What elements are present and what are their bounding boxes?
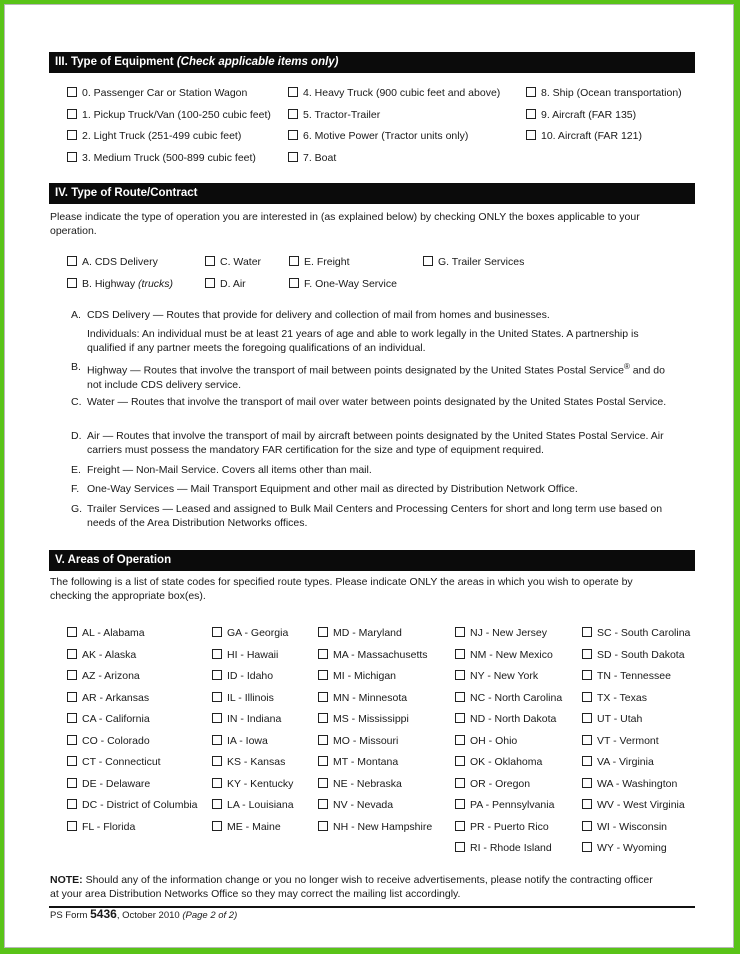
state-checkbox-label: MA - Massachusetts	[333, 648, 428, 661]
checkbox-icon[interactable]	[67, 130, 77, 140]
state-checkbox-label: ME - Maine	[227, 820, 281, 833]
checkbox-icon[interactable]	[212, 649, 222, 659]
checkbox-icon[interactable]	[526, 130, 536, 140]
route-option-4-label: E. Freight	[304, 256, 350, 268]
checkbox-icon[interactable]	[212, 821, 222, 831]
equipment-checkbox-10-label: 10. Aircraft (FAR 121)	[541, 130, 642, 142]
state-checkbox[interactable]	[212, 821, 281, 834]
definition-text: Highway — Routes that involve the transport of mail between points designated by the United States Postal Service® and do not include CDS delivery service.	[87, 362, 665, 391]
route-option-1[interactable]	[67, 278, 173, 291]
state-checkbox[interactable]	[67, 799, 198, 812]
equipment-checkbox-1[interactable]	[67, 109, 271, 122]
state-checkbox[interactable]	[582, 756, 654, 769]
definition-text: CDS Delivery — Routes that provide for delivery and collection of mail from homes and businesses.	[87, 309, 550, 321]
state-checkbox-label: IN - Indiana	[227, 713, 282, 725]
route-option-0[interactable]	[67, 256, 158, 269]
state-checkbox[interactable]	[212, 735, 268, 748]
equipment-checkbox-2-label: 2. Light Truck (251-499 cubic feet)	[82, 130, 242, 142]
checkbox-icon[interactable]	[67, 627, 77, 637]
equipment-checkbox-2[interactable]	[67, 130, 241, 143]
checkbox-icon[interactable]	[455, 799, 465, 809]
equipment-checkbox-8-label: 8. Ship (Ocean transportation)	[541, 87, 682, 99]
checkbox-icon[interactable]	[67, 152, 77, 162]
checkbox-icon[interactable]	[455, 627, 465, 637]
checkbox-icon[interactable]	[582, 842, 592, 852]
checkbox-icon[interactable]	[582, 821, 592, 831]
checkbox-icon[interactable]	[67, 713, 77, 723]
checkbox-icon[interactable]	[423, 256, 433, 266]
state-checkbox[interactable]	[455, 692, 562, 705]
checkbox-icon[interactable]	[455, 649, 465, 659]
equipment-checkbox-9-label: 9. Aircraft (FAR 135)	[541, 108, 637, 121]
state-checkbox-label: FL - Florida	[82, 820, 136, 833]
state-checkbox-label: SD - South Dakota	[597, 648, 685, 661]
equipment-checkbox-4-label: 4. Heavy Truck (900 cubic feet and above)	[303, 87, 501, 99]
checkbox-icon[interactable]	[212, 778, 222, 788]
definition-letter: F.	[71, 483, 80, 495]
state-checkbox-label: MD - Maryland	[333, 627, 402, 639]
route-option-2[interactable]	[205, 256, 261, 269]
route-option-6-label: G. Trailer Services	[438, 256, 525, 268]
checkbox-icon[interactable]	[318, 692, 328, 702]
definition-letter: G.	[71, 503, 83, 515]
state-checkbox[interactable]	[582, 692, 647, 705]
state-checkbox-label: WY - Wyoming	[597, 842, 667, 854]
section-4-header	[49, 183, 695, 204]
state-checkbox[interactable]	[582, 735, 659, 748]
checkbox-icon[interactable]	[67, 799, 77, 809]
state-checkbox[interactable]	[212, 778, 293, 791]
equipment-checkbox-0-label: 0. Passenger Car or Station Wagon	[82, 87, 248, 99]
state-checkbox-label: PR - Puerto Rico	[470, 820, 549, 833]
definition-text: Water — Routes that involve the transport of mail over water between points designated by the United States Postal Service.	[87, 396, 667, 408]
state-checkbox-label: PA - Pennsylvania	[470, 799, 555, 811]
state-checkbox-label: AR - Arkansas	[82, 691, 150, 704]
checkbox-icon[interactable]	[67, 256, 77, 266]
section-3-title-note: (Check applicable items only)	[176, 56, 339, 68]
equipment-checkbox-7[interactable]	[288, 152, 336, 165]
route-option-3-label: D. Air	[220, 278, 246, 290]
equipment-checkbox-0[interactable]	[67, 87, 247, 100]
state-checkbox[interactable]	[67, 735, 150, 748]
definition-text: Freight — Non-Mail Service. Covers all items other than mail.	[87, 464, 372, 476]
checkbox-icon[interactable]	[318, 670, 328, 680]
route-option-2-label: C. Water	[220, 256, 262, 268]
equipment-checkbox-7-label: 7. Boat	[303, 151, 337, 164]
state-checkbox[interactable]	[582, 627, 690, 640]
equipment-checkbox-5[interactable]	[288, 109, 380, 122]
definition-letter: B.	[71, 361, 81, 373]
state-checkbox[interactable]	[318, 756, 398, 769]
state-checkbox[interactable]	[67, 627, 145, 640]
section-4-intro: Please indicate the type of operation you are interested in (as explained below) by checking ONLY the boxes applicable to your operation.	[50, 211, 640, 237]
state-checkbox-label: MS - Mississippi	[333, 713, 409, 725]
state-checkbox-label: MT - Montana	[333, 756, 399, 768]
state-checkbox-label: VT - Vermont	[597, 734, 659, 747]
form-page	[4, 4, 734, 948]
checkbox-icon[interactable]	[67, 821, 77, 831]
state-checkbox-label: NE - Nebraska	[333, 777, 402, 790]
state-checkbox[interactable]	[582, 670, 671, 683]
state-checkbox-label: HI - Hawaii	[227, 648, 279, 661]
state-checkbox[interactable]	[455, 713, 556, 726]
checkbox-icon[interactable]	[318, 713, 328, 723]
state-checkbox-label: UT - Utah	[597, 713, 643, 725]
note-text: Should any of the information change or you no longer wish to receive advertisements, please notify the contracting officer at your area Distribution Networks Office so they may correct the mailing list accordingly.	[50, 874, 653, 900]
checkbox-icon[interactable]	[288, 130, 298, 140]
checkbox-icon[interactable]	[67, 735, 77, 745]
section-3-title: III. Type of Equipment	[55, 56, 174, 68]
form-page-number: (Page 2 of 2)	[182, 910, 238, 921]
state-checkbox[interactable]	[455, 799, 554, 812]
state-checkbox-label: DC - District of Columbia	[82, 799, 198, 811]
state-checkbox[interactable]	[318, 735, 398, 748]
checkbox-icon[interactable]	[582, 756, 592, 766]
state-checkbox-label: OR - Oregon	[470, 777, 531, 790]
state-checkbox-label: AZ - Arizona	[82, 670, 140, 682]
checkbox-icon[interactable]	[67, 87, 77, 97]
state-checkbox[interactable]	[582, 649, 685, 662]
state-checkbox[interactable]	[582, 778, 677, 791]
state-checkbox[interactable]	[67, 670, 140, 683]
state-checkbox[interactable]	[67, 821, 135, 834]
state-checkbox-label: KS - Kansas	[227, 756, 286, 768]
checkbox-icon[interactable]	[289, 256, 299, 266]
equipment-checkbox-6-label: 6. Motive Power (Tractor units only)	[303, 130, 469, 142]
checkbox-icon[interactable]	[582, 692, 592, 702]
state-checkbox-label: SC - South Carolina	[597, 627, 691, 639]
definition-text: Trailer Services — Leased and assigned to Bulk Mail Centers and Processing Centers for short and long term use based on needs of the Area Distribution Networks offices.	[87, 503, 663, 529]
checkbox-icon[interactable]	[455, 756, 465, 766]
equipment-checkbox-4[interactable]	[288, 87, 500, 100]
state-checkbox[interactable]	[318, 692, 407, 705]
checkbox-icon[interactable]	[455, 692, 465, 702]
state-checkbox[interactable]	[582, 821, 667, 834]
state-checkbox[interactable]	[318, 799, 393, 812]
checkbox-icon[interactable]	[67, 670, 77, 680]
form-number: 5436	[90, 907, 117, 921]
state-checkbox[interactable]	[212, 692, 274, 705]
state-checkbox-label: OK - Oklahoma	[470, 756, 543, 768]
definition-letter: A.	[71, 309, 81, 321]
state-checkbox-label: WV - West Virginia	[597, 799, 685, 811]
state-checkbox[interactable]	[212, 799, 294, 812]
checkbox-icon[interactable]	[582, 799, 592, 809]
state-checkbox-label: IL - Illinois	[227, 691, 274, 704]
state-checkbox-label: LA - Louisiana	[227, 799, 294, 811]
checkbox-icon[interactable]	[212, 670, 222, 680]
checkbox-icon[interactable]	[67, 649, 77, 659]
route-option-0-label: A. CDS Delivery	[82, 256, 158, 268]
checkbox-icon[interactable]	[288, 87, 298, 97]
state-checkbox-label: MI - Michigan	[333, 670, 397, 682]
definition-text: Individuals: An individual must be at least 21 years of age and able to work legally in the United States. A partnership is qualified if any partner meets the foregoing qualifications of an individual.	[87, 328, 639, 354]
state-checkbox-label: TN - Tennessee	[597, 670, 671, 682]
form-footer	[50, 907, 237, 921]
checkbox-icon[interactable]	[526, 87, 536, 97]
form-date: , October 2010	[116, 910, 180, 921]
checkbox-icon[interactable]	[212, 713, 222, 723]
note-label: NOTE:	[50, 874, 83, 886]
checkbox-icon[interactable]	[212, 735, 222, 745]
state-checkbox[interactable]	[318, 821, 432, 834]
route-option-3[interactable]	[205, 278, 246, 291]
checkbox-icon[interactable]	[455, 735, 465, 745]
state-checkbox-label: DE - Delaware	[82, 777, 151, 790]
checkbox-icon[interactable]	[212, 799, 222, 809]
checkbox-icon[interactable]	[318, 821, 328, 831]
state-checkbox[interactable]	[67, 756, 161, 769]
definition-text: One-Way Services — Mail Transport Equipment and other mail as directed by Distribution Network Office.	[87, 483, 578, 495]
state-checkbox-label: RI - Rhode Island	[470, 842, 552, 854]
definition-letter: E.	[71, 464, 81, 476]
equipment-checkbox-1-label: 1. Pickup Truck/Van (100-250 cubic feet)	[82, 108, 271, 121]
checkbox-icon[interactable]	[455, 821, 465, 831]
state-checkbox-label: VA - Virginia	[597, 756, 654, 768]
state-checkbox[interactable]	[318, 670, 396, 683]
route-option-1-label: B. Highway	[82, 278, 136, 290]
state-checkbox[interactable]	[455, 842, 552, 855]
checkbox-icon[interactable]	[582, 778, 592, 788]
route-option-6[interactable]	[423, 256, 524, 269]
equipment-checkbox-6[interactable]	[288, 130, 468, 143]
state-checkbox[interactable]	[67, 713, 150, 726]
checkbox-icon[interactable]	[67, 756, 77, 766]
state-checkbox[interactable]	[212, 627, 288, 640]
state-checkbox[interactable]	[455, 627, 547, 640]
equipment-checkbox-9[interactable]	[526, 109, 636, 122]
checkbox-icon[interactable]	[212, 756, 222, 766]
checkbox-icon[interactable]	[67, 778, 77, 788]
equipment-checkbox-8[interactable]	[526, 87, 682, 100]
equipment-checkbox-3-label: 3. Medium Truck (500-899 cubic feet)	[82, 151, 256, 164]
section-5-title: V. Areas of Operation	[55, 554, 172, 566]
checkbox-icon[interactable]	[318, 649, 328, 659]
checkbox-icon[interactable]	[288, 152, 298, 162]
checkbox-icon[interactable]	[582, 670, 592, 680]
state-checkbox-label: MO - Missouri	[333, 734, 399, 747]
state-checkbox-label: TX - Texas	[597, 691, 647, 704]
state-checkbox[interactable]	[67, 692, 149, 705]
state-checkbox[interactable]	[455, 756, 542, 769]
state-checkbox-label: CA - California	[82, 713, 150, 725]
definition-letter: D.	[71, 430, 82, 442]
checkbox-icon[interactable]	[582, 649, 592, 659]
state-checkbox[interactable]	[582, 842, 667, 855]
checkbox-icon[interactable]	[212, 692, 222, 702]
state-checkbox-label: MN - Minnesota	[333, 691, 408, 704]
state-checkbox[interactable]	[212, 649, 278, 662]
checkbox-icon[interactable]	[212, 627, 222, 637]
definition-text: Air — Routes that involve the transport of mail by aircraft between points designated by the United States Postal Service. Air carriers must possess the mandatory FAR certification for the size and type of equipment required.	[87, 430, 664, 456]
definition-letter: C.	[71, 396, 82, 408]
state-checkbox-label: NJ - New Jersey	[470, 627, 548, 639]
state-checkbox-label: AK - Alaska	[82, 648, 137, 661]
checkbox-icon[interactable]	[67, 109, 77, 119]
state-checkbox[interactable]	[455, 821, 549, 834]
checkbox-icon[interactable]	[582, 735, 592, 745]
checkbox-icon[interactable]	[67, 278, 77, 288]
state-checkbox-label: NY - New York	[470, 670, 539, 682]
checkbox-icon[interactable]	[288, 109, 298, 119]
state-checkbox[interactable]	[455, 649, 553, 662]
checkbox-icon[interactable]	[205, 256, 215, 266]
note-paragraph	[50, 873, 660, 901]
state-checkbox[interactable]	[455, 735, 517, 748]
state-checkbox[interactable]	[212, 756, 285, 769]
checkbox-icon[interactable]	[318, 756, 328, 766]
state-checkbox[interactable]	[318, 627, 402, 640]
state-checkbox[interactable]	[582, 713, 642, 726]
state-checkbox-label: IA - Iowa	[227, 734, 268, 747]
state-checkbox-label: NM - New Mexico	[470, 648, 553, 661]
checkbox-icon[interactable]	[318, 627, 328, 637]
state-checkbox[interactable]	[67, 778, 150, 791]
state-checkbox-label: WI - Wisconsin	[597, 820, 668, 833]
state-checkbox-label: NC - North Carolina	[470, 691, 563, 704]
state-checkbox[interactable]	[455, 778, 530, 791]
checkbox-icon[interactable]	[318, 799, 328, 809]
checkbox-icon[interactable]	[582, 627, 592, 637]
checkbox-icon[interactable]	[205, 278, 215, 288]
state-checkbox[interactable]	[67, 649, 136, 662]
section-5-intro: The following is a list of state codes for specified route types. Please indicate ONLY the areas in which you wish to operate by checking the appropriate box(es).	[50, 576, 633, 602]
equipment-checkbox-10[interactable]	[526, 130, 642, 143]
state-checkbox[interactable]	[212, 670, 273, 683]
state-checkbox-label: NV - Nevada	[333, 799, 394, 811]
checkbox-icon[interactable]	[289, 278, 299, 288]
route-option-5-label: F. One-Way Service	[304, 278, 397, 290]
state-checkbox[interactable]	[318, 649, 428, 662]
section-4-title: IV. Type of Route/Contract	[55, 187, 198, 199]
checkbox-icon[interactable]	[455, 713, 465, 723]
equipment-checkbox-5-label: 5. Tractor-Trailer	[303, 108, 381, 121]
route-option-4[interactable]	[289, 256, 350, 269]
state-checkbox[interactable]	[455, 670, 538, 683]
state-checkbox-label: NH - New Hampshire	[333, 820, 433, 833]
state-checkbox[interactable]	[212, 713, 281, 726]
equipment-checkbox-3[interactable]	[67, 152, 256, 165]
checkbox-icon[interactable]	[318, 778, 328, 788]
checkbox-icon[interactable]	[318, 735, 328, 745]
checkbox-icon[interactable]	[455, 670, 465, 680]
route-option-5[interactable]	[289, 278, 397, 291]
checkbox-icon[interactable]	[67, 692, 77, 702]
section-3-header	[49, 52, 695, 73]
state-checkbox-label: AL - Alabama	[82, 627, 145, 639]
checkbox-icon[interactable]	[455, 778, 465, 788]
route-option-1-note: (trucks)	[138, 278, 174, 290]
state-checkbox-label: KY - Kentucky	[227, 777, 294, 790]
state-checkbox-label: ND - North Dakota	[470, 713, 557, 725]
form-prefix: PS Form	[50, 910, 88, 921]
checkbox-icon[interactable]	[455, 842, 465, 852]
state-checkbox[interactable]	[582, 799, 685, 812]
checkbox-icon[interactable]	[526, 109, 536, 119]
section-5-header	[49, 550, 695, 571]
state-checkbox-label: WA - Washington	[597, 777, 678, 790]
state-checkbox[interactable]	[318, 778, 402, 791]
checkbox-icon[interactable]	[582, 713, 592, 723]
state-checkbox-label: CT - Connecticut	[82, 756, 161, 768]
state-checkbox[interactable]	[318, 713, 409, 726]
state-checkbox-label: CO - Colorado	[82, 734, 150, 747]
state-checkbox-label: GA - Georgia	[227, 627, 289, 639]
state-checkbox-label: OH - Ohio	[470, 734, 518, 747]
state-checkbox-label: ID - Idaho	[227, 670, 274, 682]
